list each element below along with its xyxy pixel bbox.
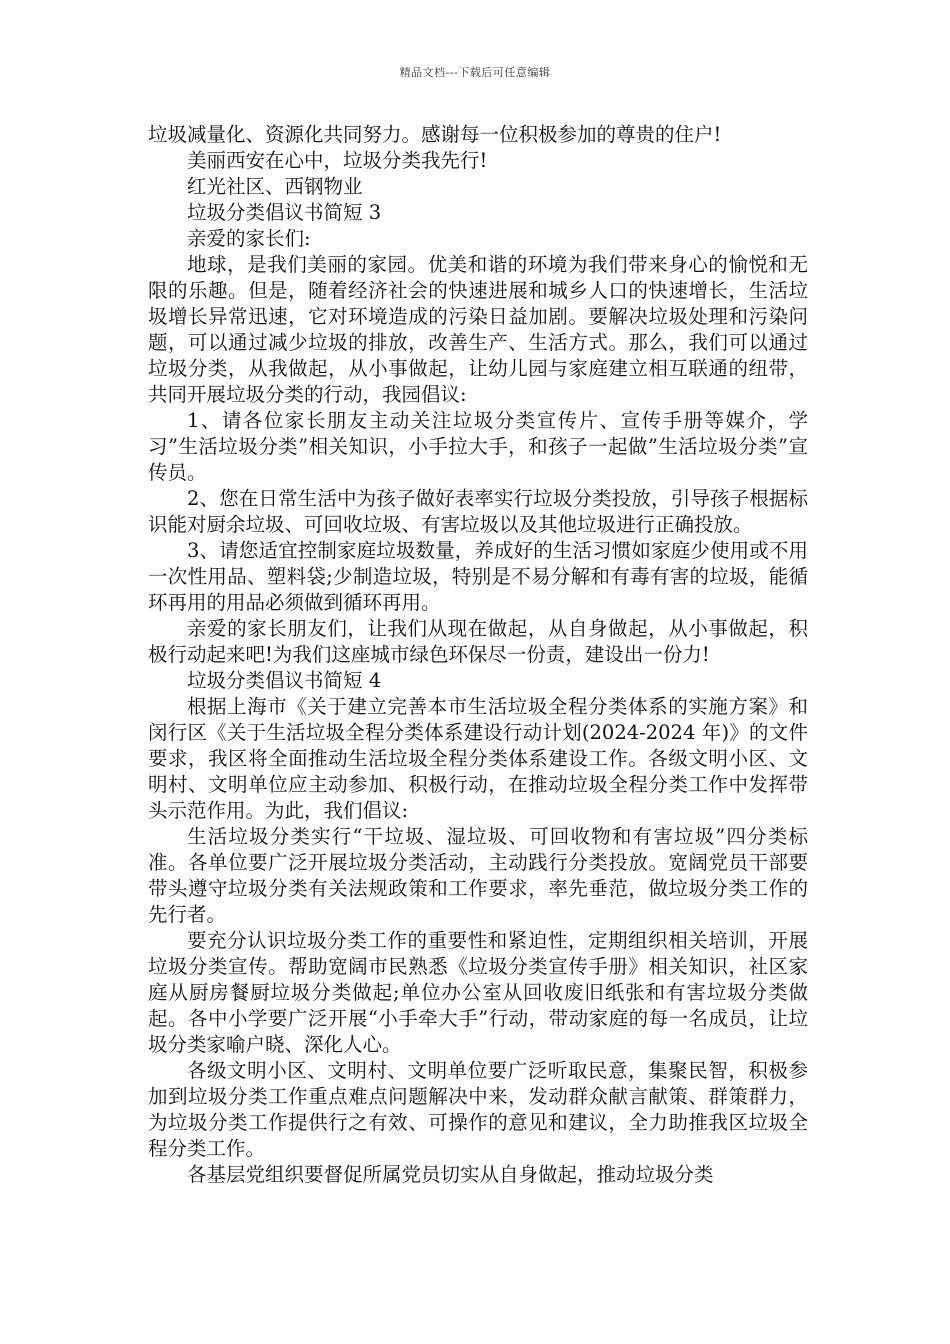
paragraph: 美丽西安在心中，垃圾分类我先行!	[187, 149, 488, 172]
list-item: 3、请您适宜控制家庭垃圾数量，养成好的生活习惯如家庭少使用或不用一次性用品、塑料袋;少制造垃圾，特别是不易分解和有毒有害的垃圾，能循环再用的用品必须做到循环再用。	[148, 539, 808, 614]
paragraph: 红光社区、西钢物业	[187, 175, 363, 198]
paragraph: 地球，是我们美丽的家园。优美和谐的环境为我们带来身心的愉悦和无限的乐趣。但是，随着经济社会的快速进展和城乡人口的快速增长，生活垃圾增长异常迅速，它对环境造成的污染日益加剧。要解决垃圾处理和污染问题，可以通过减少垃圾的排放，改善生产、生活方式。那么，我们可以通过垃圾分类，从我做起，从小事做起，让幼儿园与家庭建立相互联通的纽带，共同开展垃圾分类的行动，我园倡议:	[148, 253, 808, 406]
section-heading: 垃圾分类倡议书简短 4	[187, 669, 382, 692]
paragraph: 要充分认识垃圾分类工作的重要性和紧迫性，定期组织相关培训，开展垃圾分类宣传。帮助宽阔市民熟悉《垃圾分类宣传手册》相关知识，社区家庭从厨房餐厨垃圾分类做起;单位办公室从回收废旧纸张和有害垃圾分类做起。各中小学要广泛开展“小手牵大手”行动，带动家庭的每一名成员，让垃圾分类家喻户晓、深化人心。	[148, 929, 808, 1056]
paragraph: 根据上海市《关于建立完善本市生活垃圾全程分类体系的实施方案》和闵行区《关于生活垃圾全程分类体系建设行动计划(2024-2024 年)》的文件要求，我区将全面推动生活垃圾全程分类体系建设工作。各级文明小区、文明村、文明单位应主动参加、积极行动，在推动垃圾全程分类工作中发挥带头示范作用。为此，我们倡议:	[148, 695, 808, 822]
paragraph: 生活垃圾分类实行“干垃圾、湿垃圾、可回收物和有害垃圾”四分类标准。各单位要广泛开展垃圾分类活动，主动践行分类投放。宽阔党员干部要带头遵守垃圾分类有关法规政策和工作要求，率先垂范，做垃圾分类工作的先行者。	[148, 825, 808, 926]
paragraph: 各基层党组织要督促所属党员切实从自身做起，推动垃圾分类	[187, 1163, 714, 1186]
paragraph: 垃圾减量化、资源化共同努力。感谢每一位积极参加的尊贵的住户!	[148, 123, 722, 146]
salutation: 亲爱的家长们:	[187, 227, 311, 250]
paragraph: 各级文明小区、文明村、文明单位要广泛听取民意，集聚民智，积极参加到垃圾分类工作重点难点问题解决中来，发动群众献言献策、群策群力，为垃圾分类工作提供行之有效、可操作的意见和建议，全力助推我区垃圾全程分类工作。	[148, 1059, 808, 1160]
section-heading: 垃圾分类倡议书简短 3	[187, 201, 382, 224]
document-body	[148, 122, 808, 1188]
list-item: 2、您在日常生活中为孩子做好表率实行垃圾分类投放，引导孩子根据标识能对厨余垃圾、可回收垃圾、有害垃圾以及其他垃圾进行正确投放。	[148, 487, 808, 536]
paragraph: 亲爱的家长朋友们，让我们从现在做起，从自身做起，从小事做起，积极行动起来吧!为我们这座城市绿色环保尽一份责，建设出一份力!	[148, 617, 808, 666]
page-header: 精品文档---下载后可任意编辑	[399, 66, 551, 79]
list-item: 1、请各位家长朋友主动关注垃圾分类宣传片、宣传手册等媒介，学习”生活垃圾分类”相关知识，小手拉大手，和孩子一起做”生活垃圾分类”宣传员。	[148, 409, 808, 484]
